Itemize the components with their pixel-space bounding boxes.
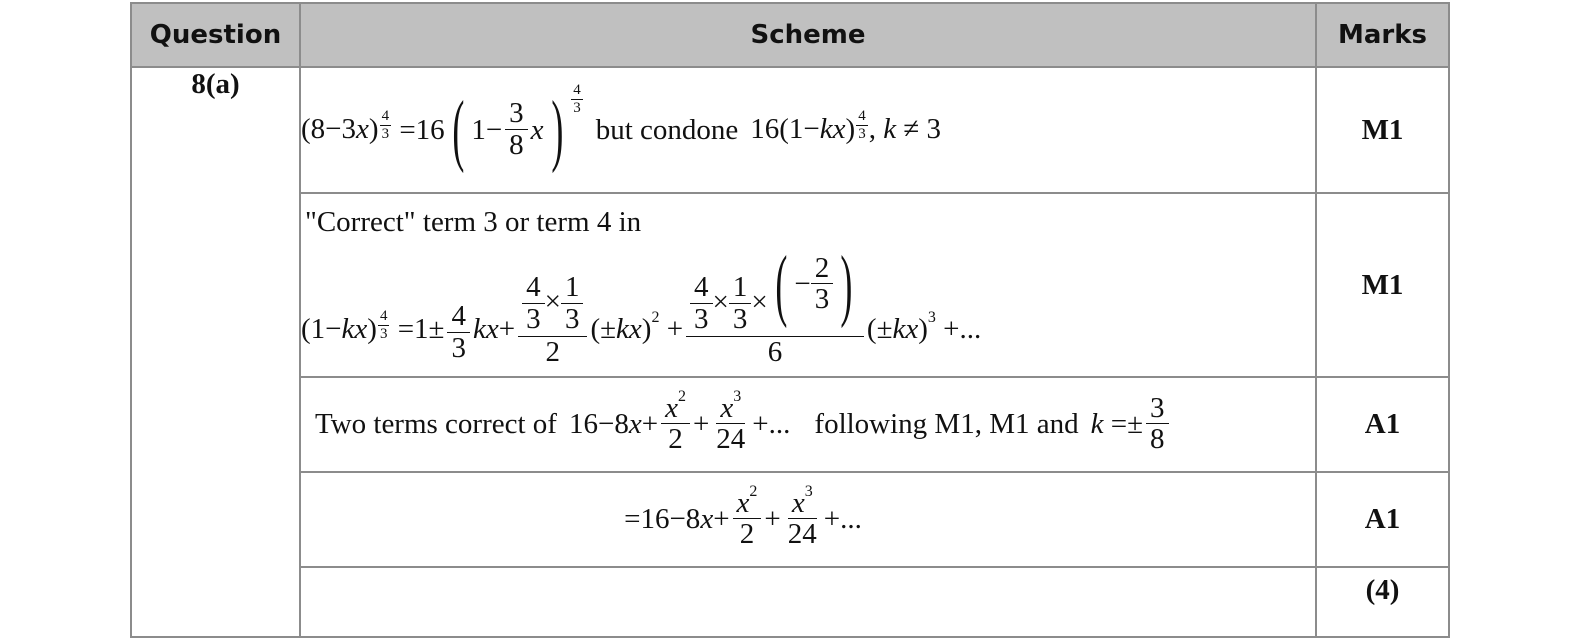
expression-two-terms: Two terms correct of 16−8x+ $\frac{x^2}{2}$ + $\frac{x^3}{24}$ +... following M1, M1 and k =± $\frac{3}{8}$ <box>315 393 1315 456</box>
condone-text: but condone <box>595 113 739 146</box>
following-text: following M1, M1 and <box>814 407 1079 440</box>
question-label: 8(a) <box>131 67 300 637</box>
scheme-cell-3 <box>300 377 1316 472</box>
scheme-cell-1 <box>300 67 1316 193</box>
scheme-row-4 <box>131 472 1449 567</box>
expression-final: =16−8x+ $\frac{x^2}{2}$ + $\frac{x^3}{24}$ +... <box>624 482 862 551</box>
scheme-row-3 <box>131 377 1449 472</box>
scheme-cell-2 <box>300 193 1316 377</box>
header-question: Question <box>131 3 300 67</box>
header-scheme: Scheme <box>300 3 1316 67</box>
mark-total: (4) <box>1316 567 1449 637</box>
mark-1: M1 <box>1316 67 1449 193</box>
scheme-row-1 <box>131 67 1449 193</box>
mark-scheme <box>130 2 1448 642</box>
scheme-row-2 <box>131 193 1449 377</box>
two-terms-text: Two terms correct of <box>315 407 557 440</box>
mark-2: M1 <box>1316 193 1449 377</box>
scheme-cell-4 <box>300 472 1316 567</box>
scheme-row-5 <box>131 567 1449 637</box>
expression-expansion: (1−kx) $^{\frac{4}{3}}$ =1± $\frac{4}{3}$ kx+ $\frac{4}{3}$ × $\frac{1}{3}$ 2 $(\pm kx)^2$ + $\frac{4}{3}$ × $\frac{1}{3}$ × ( − $\frac{2}{3}$ ) 6 $(\pm kx)^3$ +... <box>301 240 982 368</box>
header-row <box>131 3 1449 67</box>
expression-binomial-setup: (8−3x) $^{\frac{4}{3}}$ =16 ( 1− $\frac{3}{8}$ x ) $^{\frac{4}{3}}$ but condone 16(1−kx) $^{\frac{4}{3}}$ , k ≠ 3 <box>301 82 941 174</box>
scheme-cell-5 <box>300 567 1316 637</box>
header-marks: Marks <box>1316 3 1449 67</box>
mark-4: A1 <box>1316 472 1449 567</box>
mark-scheme-table <box>130 2 1450 638</box>
mark-3: A1 <box>1316 377 1449 472</box>
intro-text: "Correct" term 3 or term 4 in <box>305 205 642 238</box>
